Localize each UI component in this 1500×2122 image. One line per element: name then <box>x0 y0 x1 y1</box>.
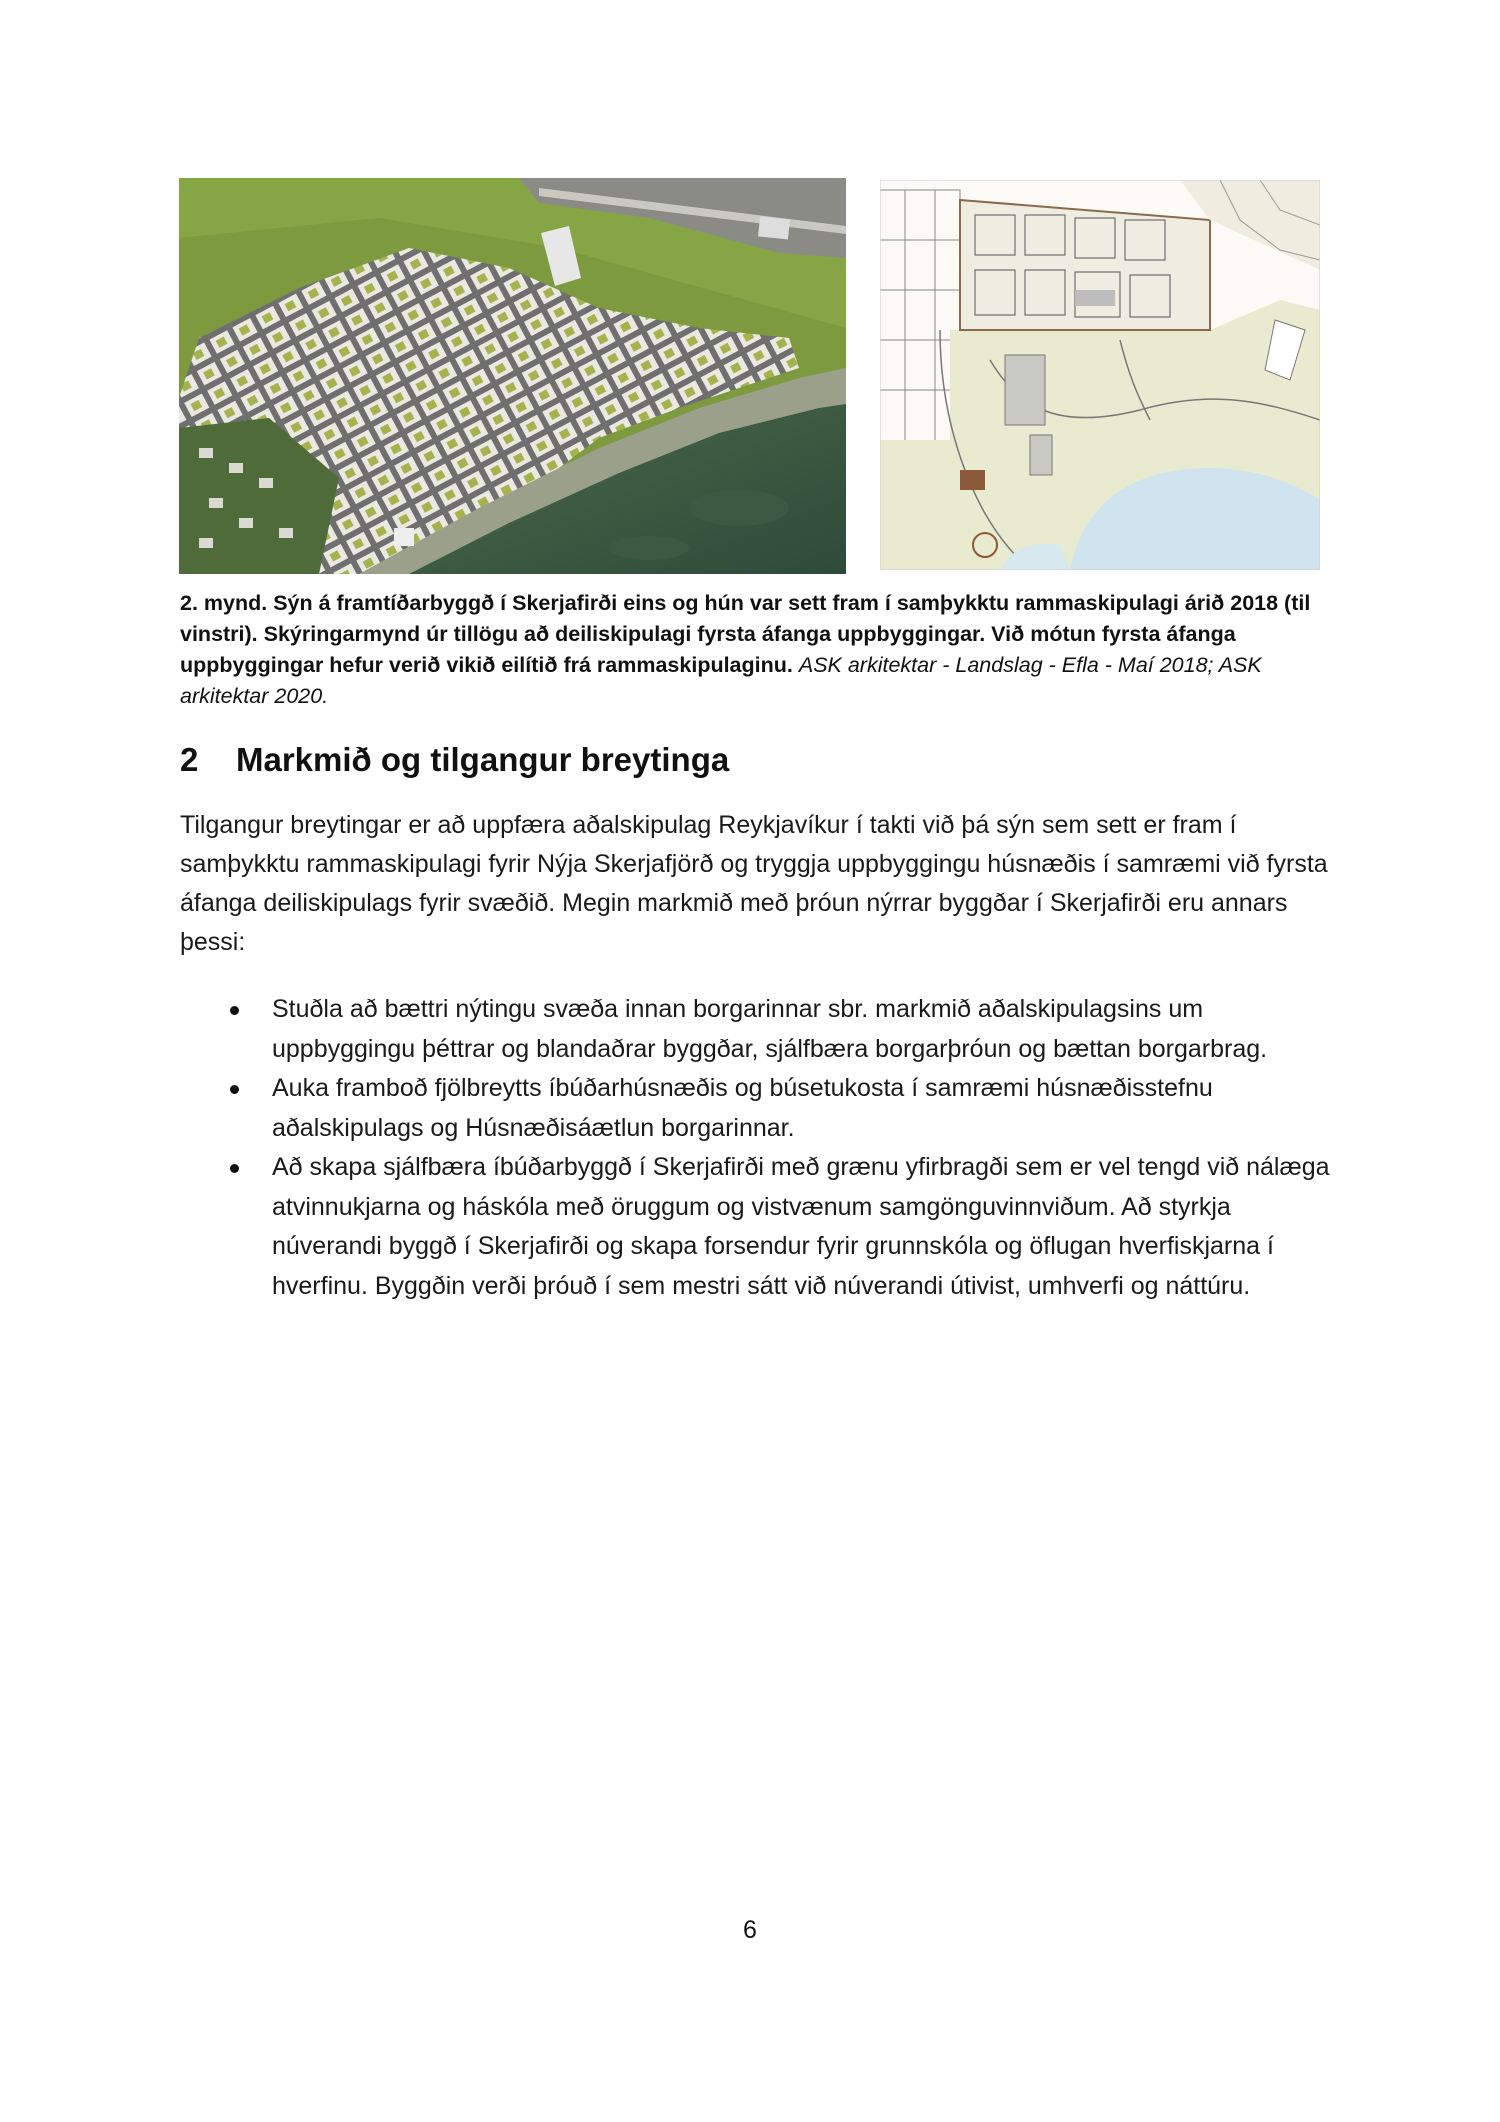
body-paragraph: Tilgangur breytingar er að uppfæra aðalskipulag Reykjavíkur í takti við þá sýn sem sett er fram í samþykktu rammaskipulagi fyrir Nýja Skerjafjörð og tryggja uppbyggingu húsnæðis í samræmi við fyrsta áfanga deiliskipulags fyrir svæðið. Megin markmið með þróun nýrrar byggðar í Skerjafirði eru annars þessi: <box>180 811 1328 956</box>
plan-drawing-image <box>880 180 1320 570</box>
page-number: 6 <box>743 1916 757 1944</box>
list-item <box>220 1148 1330 1306</box>
list-item-text: Stuðla að bættri nýtingu svæða innan borgarinnar sbr. markmið aðalskipulagsins um uppbyggingu þéttrar og blandaðrar byggðar, sjálfbæra borgarþróun og bættan borgarbrag. <box>272 995 1268 1063</box>
list-item-text: Auka framboð fjölbreytts íbúðarhúsnæðis og búsetukosta í samræmi húsnæðisstefnu aðalskipulags og Húsnæðisáætlun borgarinnar. <box>272 1074 1213 1142</box>
caption-credit-text: ASK arkitektar - Landslag - Efla - Maí 2018; ASK arkitektar 2020. <box>180 653 1262 708</box>
list-item-text: Að skapa sjálfbæra íbúðarbyggð í Skerjafirði með grænu yfirbragði sem er vel tengd við nálæga atvinnukjarna og háskóla með öruggum og vistvænum samgönguvinnviðum. Að styrkja núverandi byggð í Skerjafirði og skapa forsendur fyrir grunnskóla og öflugan hverfiskjarna í hverfinu. Byggðin verði þróuð í sem mestri sátt við núverandi útivist, umhverfi og náttúru. <box>272 1153 1330 1300</box>
goals-list <box>220 990 1330 1306</box>
aerial-rendering-image <box>179 178 846 574</box>
list-item <box>220 1069 1330 1148</box>
section-number: 2 <box>180 741 199 778</box>
bullet-icon <box>230 1085 239 1094</box>
bullet-icon <box>230 1006 239 1015</box>
section-title: Markmið og tilgangur breytinga <box>236 741 730 778</box>
bullet-icon <box>230 1164 239 1173</box>
list-item <box>220 990 1330 1069</box>
section-heading <box>180 740 1280 780</box>
caption-bold-text: 2. mynd. Sýn á framtíðarbyggð í Skerjafirði eins og hún var sett fram í samþykktu rammaskipulagi árið 2018 (til vinstri). Skýringarmynd úr tillögu að deiliskipulagi fyrsta áfanga uppbyggingar. Við mótun fyrsta áfanga uppbyggingar hefur verið vikið eilítið frá rammaskipulaginu. <box>180 591 1311 677</box>
figure-caption <box>180 588 1320 712</box>
